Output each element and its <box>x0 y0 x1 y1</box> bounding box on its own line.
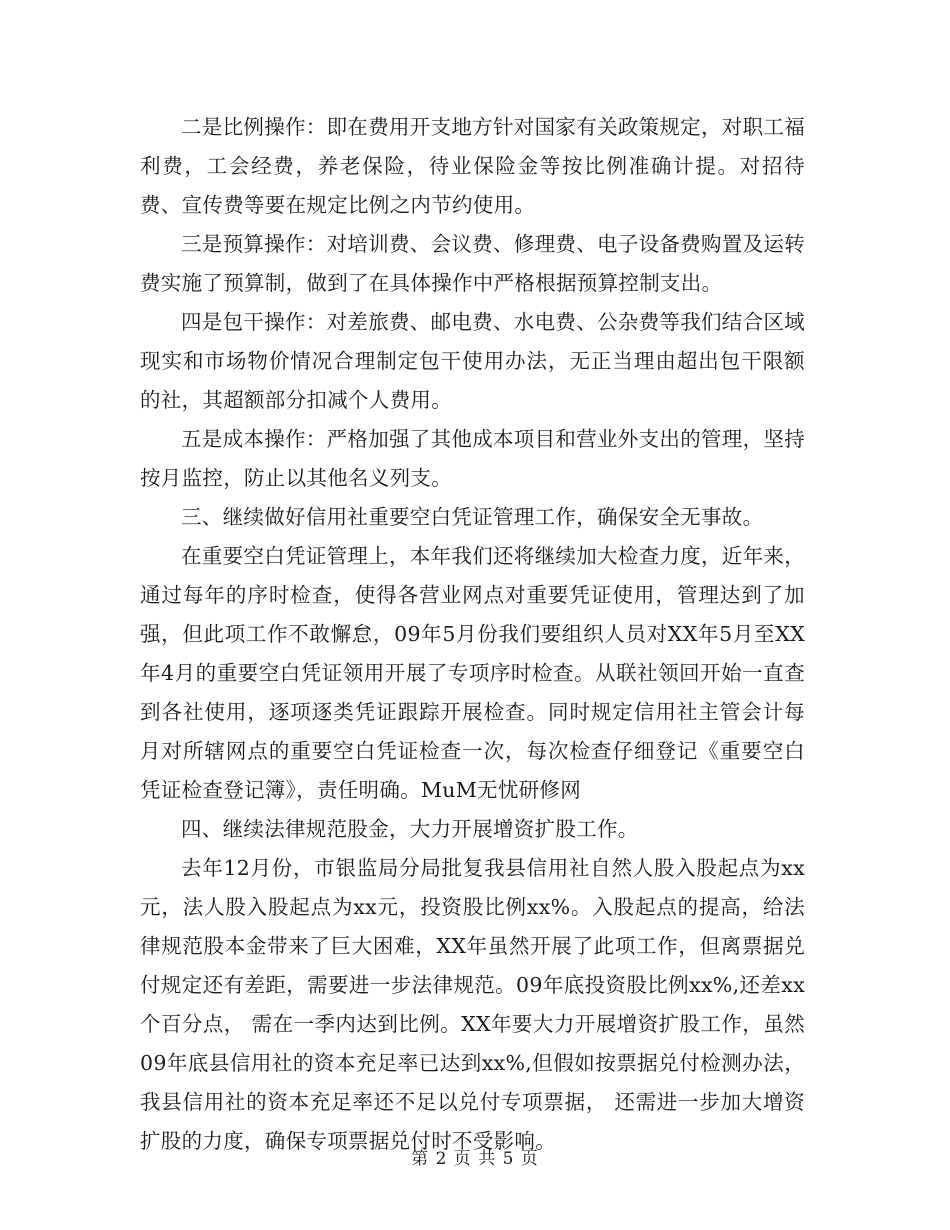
paragraph-ratio-operation: 二是比例操作：即在费用开支地方针对国家有关政策规定，对职工福利费，工会经费，养老保险，待业保险金等按比例准确计提。对招待费、宣传费等要在规定比例之内节约使用。 <box>140 115 805 217</box>
paragraph-budget-operation: 三是预算操作：对培训费、会议费、修理费、电子设备费购置及运转费实施了预算制，做到了在具体操作中严格根据预算控制支出。 <box>140 232 805 295</box>
paragraph-contract-operation: 四是包干操作：对差旅费、邮电费、水电费、公杂费等我们结合区域现实和市场物价情况合理制定包干使用办法，无正当理由超出包干限额的社，其超额部分扣减个人费用。 <box>140 310 805 412</box>
document-body <box>140 108 805 1161</box>
page-number-footer: 第 2 页 共 5 页 <box>411 1149 539 1169</box>
section-heading-share-capital: 四、继续法律规范股金，大力开展增资扩股工作。 <box>181 817 639 841</box>
paragraph-voucher-management: 在重要空白凭证管理上，本年我们还将继续加大检查力度，近年来，通过每年的序时检查，使得各营业网点对重要凭证使用，管理达到了加强，但此项工作不敢懈怠，09年5月份我们要组织人员对XX年5月至XX年4月的重要空白凭证领用开展了专项序时检查。从联社领回开始一直查到各社使用，逐项逐类凭证跟踪开展检查。同时规定信用社主管会计每月对所辖网点的重要空白凭证检查一次，每次检查仔细登记《重要空白凭证检查登记簿》，责任明确。MuM无忧研修网 <box>140 544 805 802</box>
section-heading-blank-vouchers: 三、继续做好信用社重要空白凭证管理工作，确保安全无事故。 <box>181 505 764 529</box>
paragraph-share-capital: 去年12月份，市银监局分局批复我县信用社自然人股入股起点为xx元，法人股入股起点为xx元，投资股比例xx%。入股起点的提高，给法律规范股本金带来了巨大困难，XX年虽然开展了此项工作，但离票据兑付规定还有差距，需要进一步法律规范。09年底投资股比例xx%,还差xx个百分点， 需在一季内达到比例。XX年要大力开展增资扩股工作，虽然09年底县信用社的资本充足率已达到xx%,但假如按票据兑付检测办法，我县信用社的资本充足率还不足以兑付专项票据， 还需进一步加大增资扩股的力度，确保专项票据兑付时不受影响。 <box>140 856 805 1153</box>
paragraph-cost-operation: 五是成本操作：严格加强了其他成本项目和营业外支出的管理，坚持按月监控，防止以其他名义列支。 <box>140 427 805 490</box>
